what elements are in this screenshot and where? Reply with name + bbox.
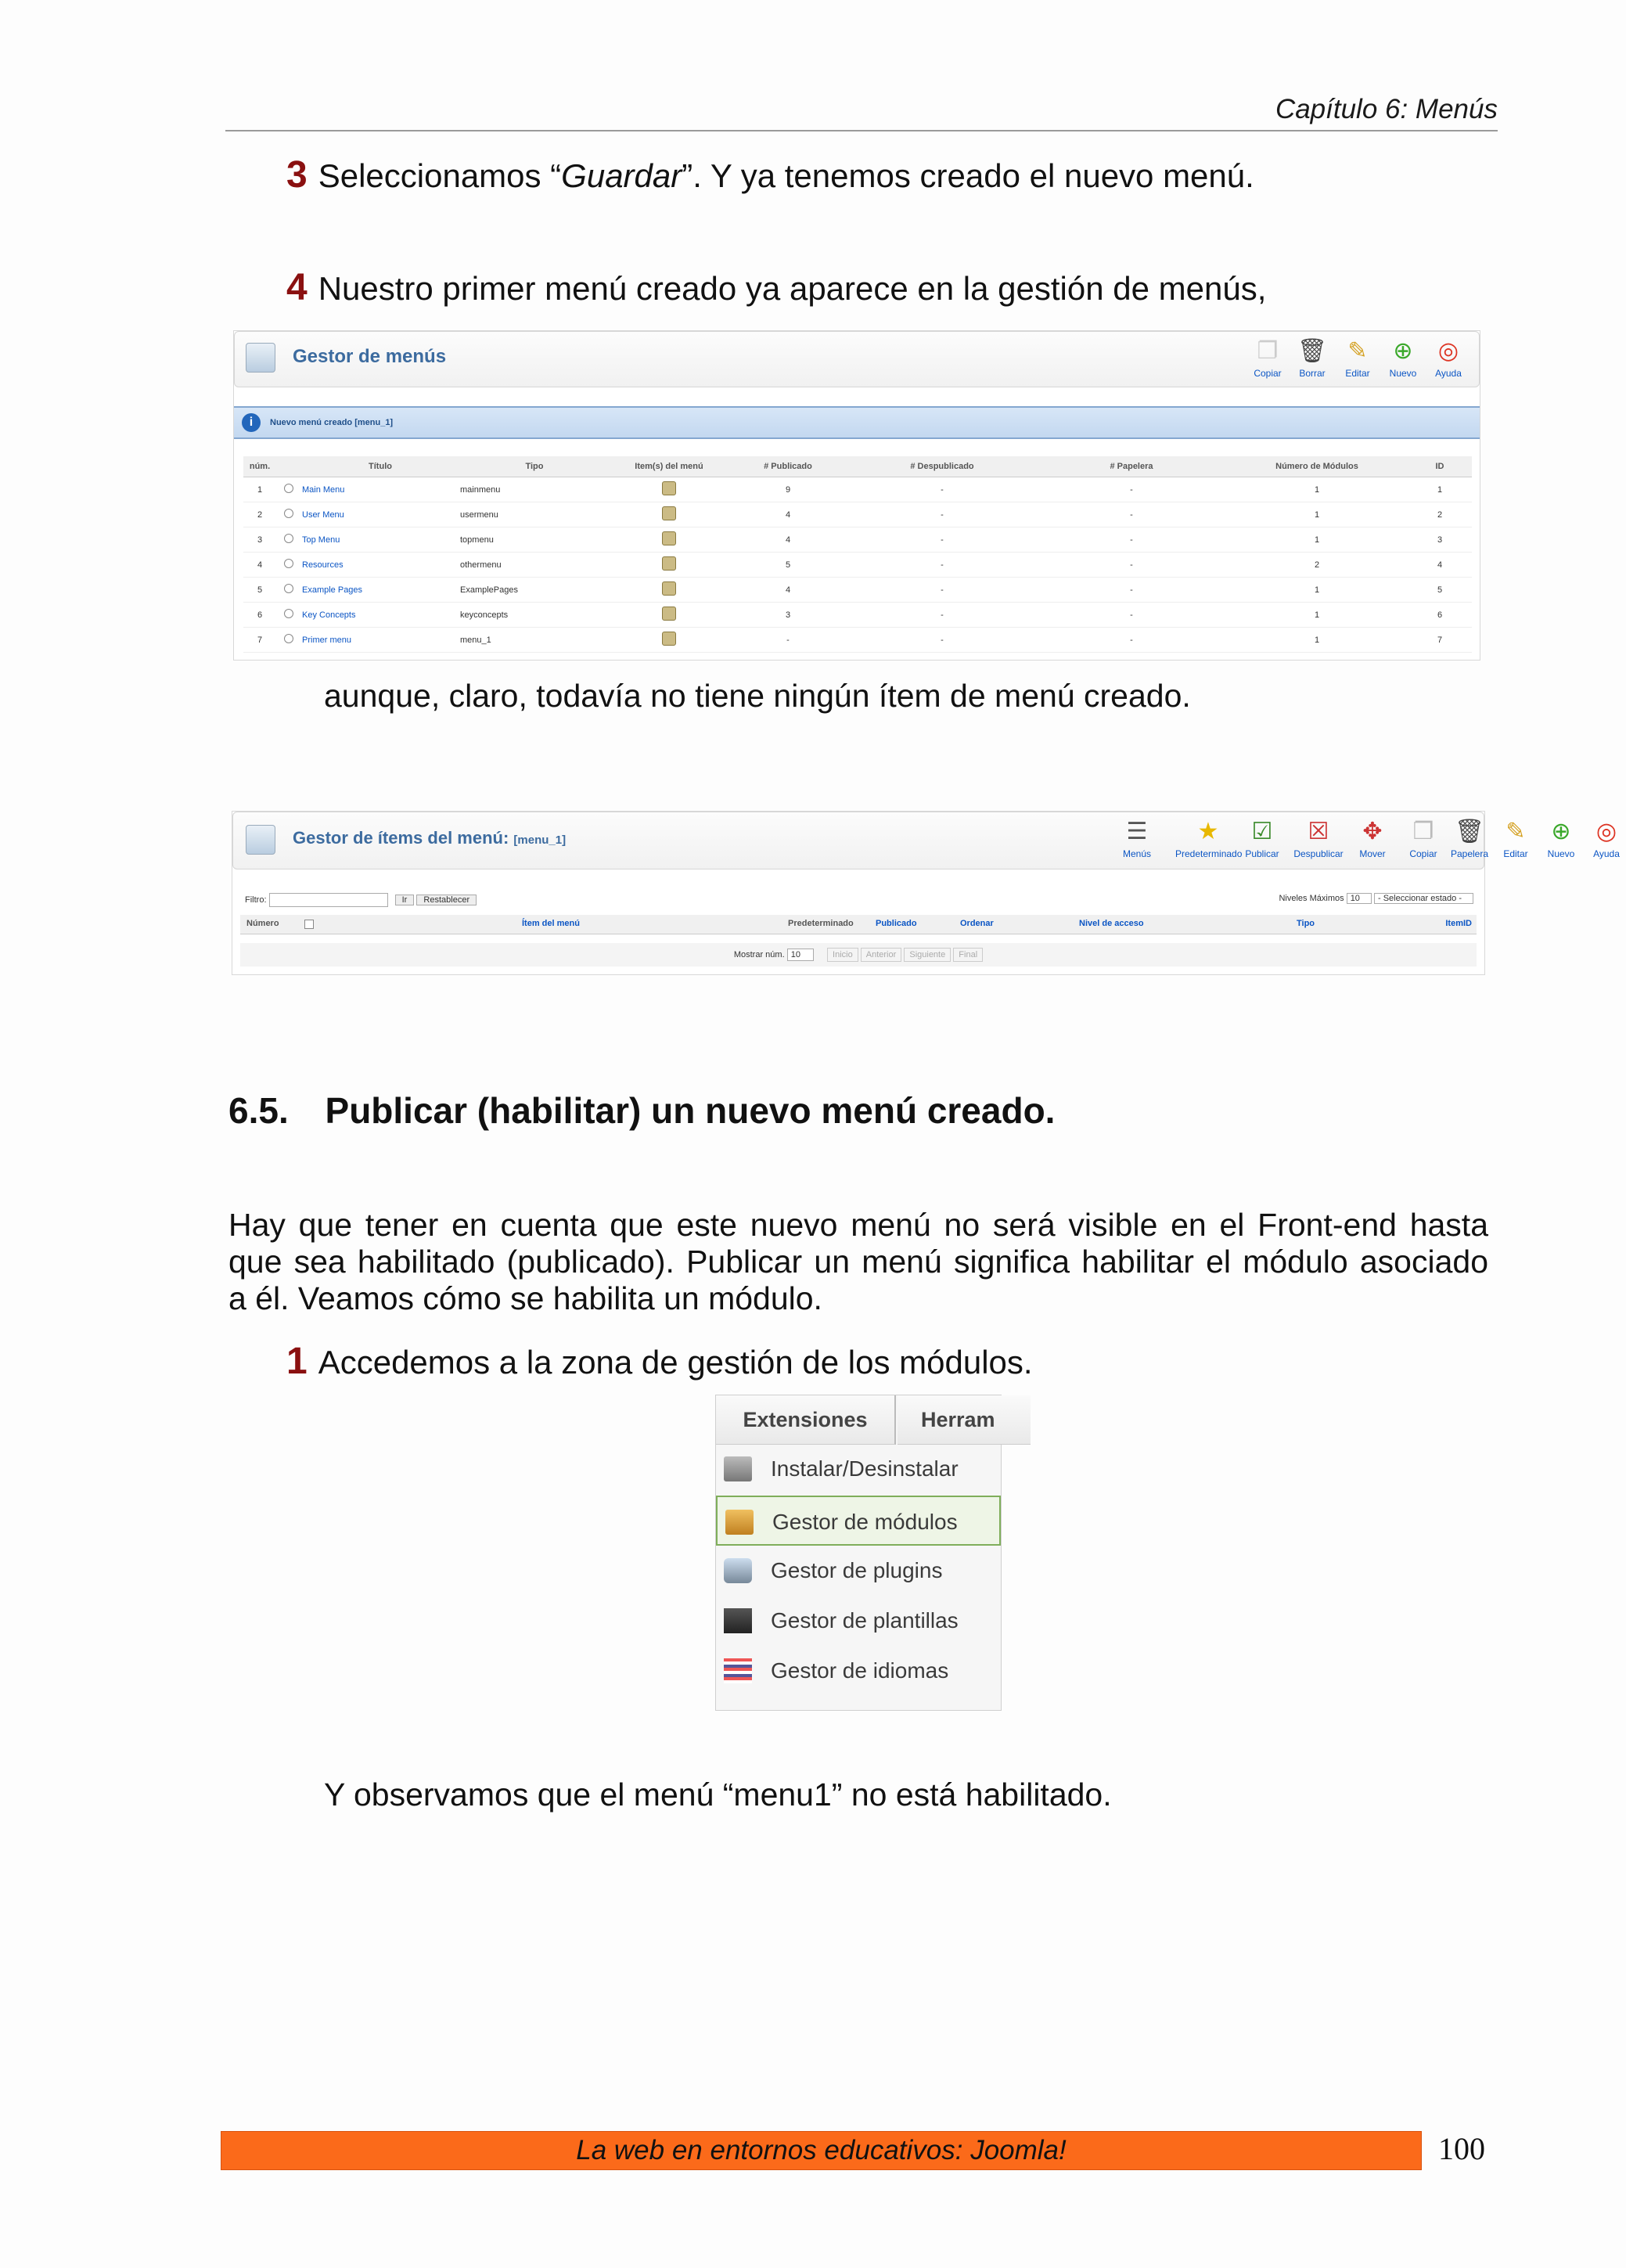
plus-icon: ⊕ — [1551, 819, 1571, 844]
trash-icon: 🗑 — [1297, 338, 1328, 364]
row-published: 3 — [728, 603, 847, 628]
step-4 — [286, 266, 1266, 309]
column-header[interactable]: Ordenar — [960, 919, 994, 928]
row-trash: - — [1037, 578, 1226, 603]
help-button[interactable]: ◎ Ayuda — [1429, 338, 1468, 379]
items-manager-toolbar — [232, 812, 1620, 869]
menu-items-icon[interactable] — [610, 477, 728, 502]
step-text: Nuestro primer menú creado ya aparece en la gestión de menús, — [318, 270, 1267, 307]
state-select[interactable]: - Seleccionar estado - — [1374, 893, 1473, 904]
row-modules: 1 — [1226, 502, 1408, 527]
row-unpublished: - — [847, 553, 1037, 578]
row-modules: 1 — [1226, 527, 1408, 553]
row-modules: 1 — [1226, 578, 1408, 603]
levels-label: Niveles Máximos — [1279, 894, 1344, 903]
menu-item-plugins[interactable]: Gestor de plugins — [716, 1546, 1001, 1596]
row-radio[interactable] — [276, 628, 301, 653]
step-number: 3 — [286, 154, 308, 196]
column-header: Número — [246, 919, 279, 928]
row-published: 4 — [728, 527, 847, 553]
toolbar-button-8[interactable]: ⊕ Nuevo — [1541, 819, 1581, 859]
pager-start[interactable]: Inicio — [827, 948, 858, 962]
plugins-icon — [724, 1558, 752, 1583]
menu-manager-screenshot — [233, 330, 1480, 661]
filter-row — [245, 893, 477, 907]
table-row — [243, 628, 1472, 653]
table-row — [243, 553, 1472, 578]
row-type: menu_1 — [459, 628, 610, 653]
paragraph-line: a él. Veamos cómo se habilita un módulo. — [228, 1280, 822, 1316]
filter-reset-button[interactable]: Restablecer — [416, 895, 477, 905]
step-1 — [286, 1340, 1033, 1383]
toolbar-button-3[interactable]: ☒ Despublicar — [1290, 819, 1347, 859]
edit-button[interactable]: ✎ Editar — [1338, 338, 1377, 379]
items-manager-title: Gestor de ítems del menú: [menu_1] — [293, 828, 567, 848]
toolbar-button-0[interactable]: ☰ Menús — [1117, 819, 1157, 859]
copy-icon: ❐ — [1257, 338, 1279, 364]
items-manager-subtitle: [menu_1] — [513, 833, 567, 847]
menus-table — [243, 456, 1472, 653]
row-modules: 1 — [1226, 628, 1408, 653]
column-header[interactable]: Tipo — [459, 456, 610, 477]
row-trash: - — [1037, 477, 1226, 502]
column-header: # Papelera — [1037, 456, 1226, 477]
row-number: 4 — [243, 553, 276, 578]
column-header: Predeterminado — [788, 919, 854, 928]
row-radio[interactable] — [276, 578, 301, 603]
menu-items-icon[interactable] — [610, 553, 728, 578]
row-id: 7 — [1408, 628, 1472, 653]
column-header[interactable]: Tipo — [1297, 919, 1315, 928]
lifebuoy-icon: ◎ — [1595, 819, 1617, 844]
radio-button[interactable] — [284, 584, 293, 593]
row-title[interactable]: Top Menu — [301, 527, 459, 553]
section-heading — [228, 1089, 1055, 1132]
menu-item-templates[interactable]: Gestor de plantillas — [716, 1596, 1001, 1646]
radio-button[interactable] — [284, 534, 293, 543]
row-title[interactable]: Key Concepts — [301, 603, 459, 628]
filter-input[interactable] — [269, 893, 388, 907]
footer-bar: La web en entornos educativos: Joomla! — [221, 2131, 1422, 2170]
pager-next[interactable]: Siguiente — [904, 948, 951, 962]
row-number: 7 — [243, 628, 276, 653]
menu-item-languages[interactable]: Gestor de idiomas — [716, 1646, 1001, 1696]
row-id: 2 — [1408, 502, 1472, 527]
install-icon — [724, 1456, 752, 1481]
move-icon: ✥ — [1362, 819, 1383, 844]
menu-items-icon[interactable] — [662, 632, 676, 646]
row-trash: - — [1037, 553, 1226, 578]
column-header: # Despublicado — [847, 456, 1037, 477]
paragraph-line: que sea habilitado (publicado). Publicar un menú significa habilitar el módulo asociado — [228, 1244, 1488, 1280]
success-message: i Nuevo menú creado [menu_1] — [234, 406, 1480, 439]
menu-items-icon[interactable] — [610, 578, 728, 603]
row-radio[interactable] — [276, 527, 301, 553]
show-label: Mostrar núm. — [733, 950, 785, 959]
menu-items-icon[interactable] — [662, 556, 676, 571]
toolbar-button-9[interactable]: ◎ Ayuda — [1587, 819, 1626, 859]
row-modules: 1 — [1226, 477, 1408, 502]
menus-icon: ☰ — [1126, 819, 1148, 844]
plus-icon: ⊕ — [1393, 338, 1413, 364]
row-id: 1 — [1408, 477, 1472, 502]
row-type: keyconcepts — [459, 603, 610, 628]
row-unpublished: - — [847, 527, 1037, 553]
levels-filter — [1279, 893, 1473, 904]
menu-items-icon[interactable] — [662, 581, 676, 596]
paragraph-line: Hay que tener en cuenta que este nuevo menú no será visible en el Front-end hasta — [228, 1207, 1488, 1243]
menu-items-icon[interactable] — [610, 603, 728, 628]
menu-items-icon[interactable] — [662, 481, 676, 495]
menu-items-icon[interactable] — [610, 502, 728, 527]
pager-end[interactable]: Final — [953, 948, 983, 962]
menu-items-icon[interactable] — [610, 527, 728, 553]
step-number: 1 — [286, 1341, 308, 1382]
toolbar-button-1[interactable]: ★ Predeterminado — [1175, 819, 1243, 859]
info-icon: i — [242, 413, 261, 432]
delete-button[interactable]: 🗑 Borrar — [1293, 338, 1332, 379]
column-header[interactable]: ID — [1408, 456, 1472, 477]
menu-manager-icon — [246, 343, 275, 373]
section-number: 6.5. — [228, 1090, 289, 1131]
row-radio[interactable] — [276, 553, 301, 578]
row-id: 5 — [1408, 578, 1472, 603]
templates-icon — [724, 1608, 752, 1633]
row-number: 3 — [243, 527, 276, 553]
column-header — [276, 456, 301, 477]
menu-item-install[interactable]: Instalar/Desinstalar — [716, 1444, 1001, 1494]
items-table-header — [240, 915, 1477, 934]
row-radio[interactable] — [276, 603, 301, 628]
row-title[interactable]: Primer menu — [301, 628, 459, 653]
row-published: 9 — [728, 477, 847, 502]
column-header: Item(s) del menú — [610, 456, 728, 477]
row-unpublished: - — [847, 578, 1037, 603]
row-unpublished: - — [847, 502, 1037, 527]
step-text: Accedemos a la zona de gestión de los módulos. — [318, 1344, 1033, 1381]
row-unpublished: - — [847, 628, 1037, 653]
row-modules: 2 — [1226, 553, 1408, 578]
modules-icon — [725, 1510, 754, 1535]
row-trash: - — [1037, 527, 1226, 553]
step-number: 4 — [286, 267, 308, 308]
menu-manager-title: Gestor de menús — [293, 346, 447, 367]
trash-icon: 🗑 — [1454, 819, 1485, 844]
pencil-icon: ✎ — [1505, 819, 1526, 844]
chapter-title: Capítulo 6: Menús — [1275, 94, 1498, 124]
row-number: 5 — [243, 578, 276, 603]
table-row — [243, 477, 1472, 502]
row-type: othermenu — [459, 553, 610, 578]
column-header[interactable]: Publicado — [876, 919, 917, 928]
step-text-before: Seleccionamos “ — [318, 157, 562, 194]
star-icon: ★ — [1197, 819, 1219, 844]
pagination — [240, 943, 1477, 967]
closing-text: Y observamos que el menú “menu1” no está habilitado. — [324, 1777, 1112, 1813]
step-3 — [286, 153, 1254, 196]
select-all-checkbox[interactable] — [304, 920, 314, 929]
radio-button[interactable] — [284, 609, 293, 618]
row-title[interactable]: Resources — [301, 553, 459, 578]
row-type: ExamplePages — [459, 578, 610, 603]
row-title[interactable]: User Menu — [301, 502, 459, 527]
row-id: 4 — [1408, 553, 1472, 578]
row-radio[interactable] — [276, 477, 301, 502]
page-number: 100 — [1438, 2131, 1485, 2166]
row-id: 6 — [1408, 603, 1472, 628]
tab-tools[interactable]: Herram — [898, 1395, 1031, 1445]
radio-button[interactable] — [284, 484, 293, 493]
row-trash: - — [1037, 628, 1226, 653]
column-header[interactable]: Nivel de acceso — [1079, 919, 1144, 928]
row-published: 4 — [728, 502, 847, 527]
menu-items-icon[interactable] — [662, 531, 676, 545]
row-type: topmenu — [459, 527, 610, 553]
table-row — [243, 603, 1472, 628]
row-title[interactable]: Main Menu — [301, 477, 459, 502]
row-trash: - — [1037, 502, 1226, 527]
column-header[interactable]: ItemID — [1445, 919, 1472, 928]
row-published: 5 — [728, 553, 847, 578]
column-header[interactable]: Ítem del menú — [522, 919, 580, 928]
filter-go-button[interactable]: Ir — [395, 895, 415, 905]
row-number: 1 — [243, 477, 276, 502]
row-type: usermenu — [459, 502, 610, 527]
table-header — [243, 456, 1472, 477]
extensions-menu-screenshot — [715, 1395, 1002, 1711]
new-button[interactable]: ⊕ Nuevo — [1383, 338, 1423, 379]
table-row — [243, 578, 1472, 603]
radio-button[interactable] — [284, 559, 293, 568]
header-divider — [225, 130, 1498, 131]
tab-extensions[interactable]: Extensiones — [716, 1395, 896, 1445]
step-text-italic: Guardar — [561, 157, 682, 194]
items-manager-screenshot — [232, 811, 1620, 975]
publish-icon: ☑ — [1251, 819, 1273, 844]
row-type: mainmenu — [459, 477, 610, 502]
levels-select[interactable]: 10 — [1347, 893, 1372, 904]
column-header[interactable]: Título — [301, 456, 459, 477]
table-row — [243, 527, 1472, 553]
menu-items-icon[interactable] — [610, 628, 728, 653]
unpublish-icon: ☒ — [1308, 819, 1329, 844]
toolbar-button-2[interactable]: ☑ Publicar — [1243, 819, 1282, 859]
row-published: - — [728, 628, 847, 653]
row-modules: 1 — [1226, 603, 1408, 628]
row-trash: - — [1037, 603, 1226, 628]
copy-button[interactable]: ❐ Copiar — [1248, 338, 1287, 379]
toolbar-button-4[interactable]: ✥ Mover — [1351, 819, 1394, 859]
items-manager-icon — [246, 825, 275, 855]
row-unpublished: - — [847, 603, 1037, 628]
toolbar-button-6[interactable]: 🗑 Papelera — [1450, 819, 1489, 859]
menu-manager-toolbar — [234, 331, 1480, 387]
menu-items-icon[interactable] — [662, 506, 676, 520]
row-id: 3 — [1408, 527, 1472, 553]
column-header: Número de Módulos — [1226, 456, 1408, 477]
column-header[interactable]: núm. — [243, 456, 276, 477]
menu-items-icon[interactable] — [662, 607, 676, 621]
filter-label: Filtro: — [245, 895, 267, 905]
row-unpublished: - — [847, 477, 1037, 502]
lifebuoy-icon: ◎ — [1437, 338, 1459, 364]
row-number: 6 — [243, 603, 276, 628]
row-radio[interactable] — [276, 502, 301, 527]
copy-icon: ❐ — [1412, 819, 1434, 844]
intro-paragraph — [228, 1207, 1488, 1317]
pencil-icon: ✎ — [1347, 338, 1368, 364]
toolbar-button-7[interactable]: ✎ Editar — [1496, 819, 1535, 859]
row-published: 4 — [728, 578, 847, 603]
languages-icon — [724, 1658, 752, 1683]
table-row — [243, 502, 1472, 527]
column-header: # Publicado — [728, 456, 847, 477]
radio-button[interactable] — [284, 634, 293, 643]
pager-prev[interactable]: Anterior — [861, 948, 902, 962]
show-select[interactable]: 10 — [787, 949, 814, 961]
radio-button[interactable] — [284, 509, 293, 518]
step-text-after: ”. Y ya tenemos creado el nuevo menú. — [682, 157, 1254, 194]
section-title: Publicar (habilitar) un nuevo menú creado. — [325, 1090, 1056, 1131]
toolbar-button-5[interactable]: ❐ Copiar — [1404, 819, 1443, 859]
menu-item-modules[interactable]: Gestor de módulos — [716, 1496, 1001, 1546]
after-menus-text: aunque, claro, todavía no tiene ningún ítem de menú creado. — [324, 678, 1191, 714]
row-title[interactable]: Example Pages — [301, 578, 459, 603]
row-number: 2 — [243, 502, 276, 527]
